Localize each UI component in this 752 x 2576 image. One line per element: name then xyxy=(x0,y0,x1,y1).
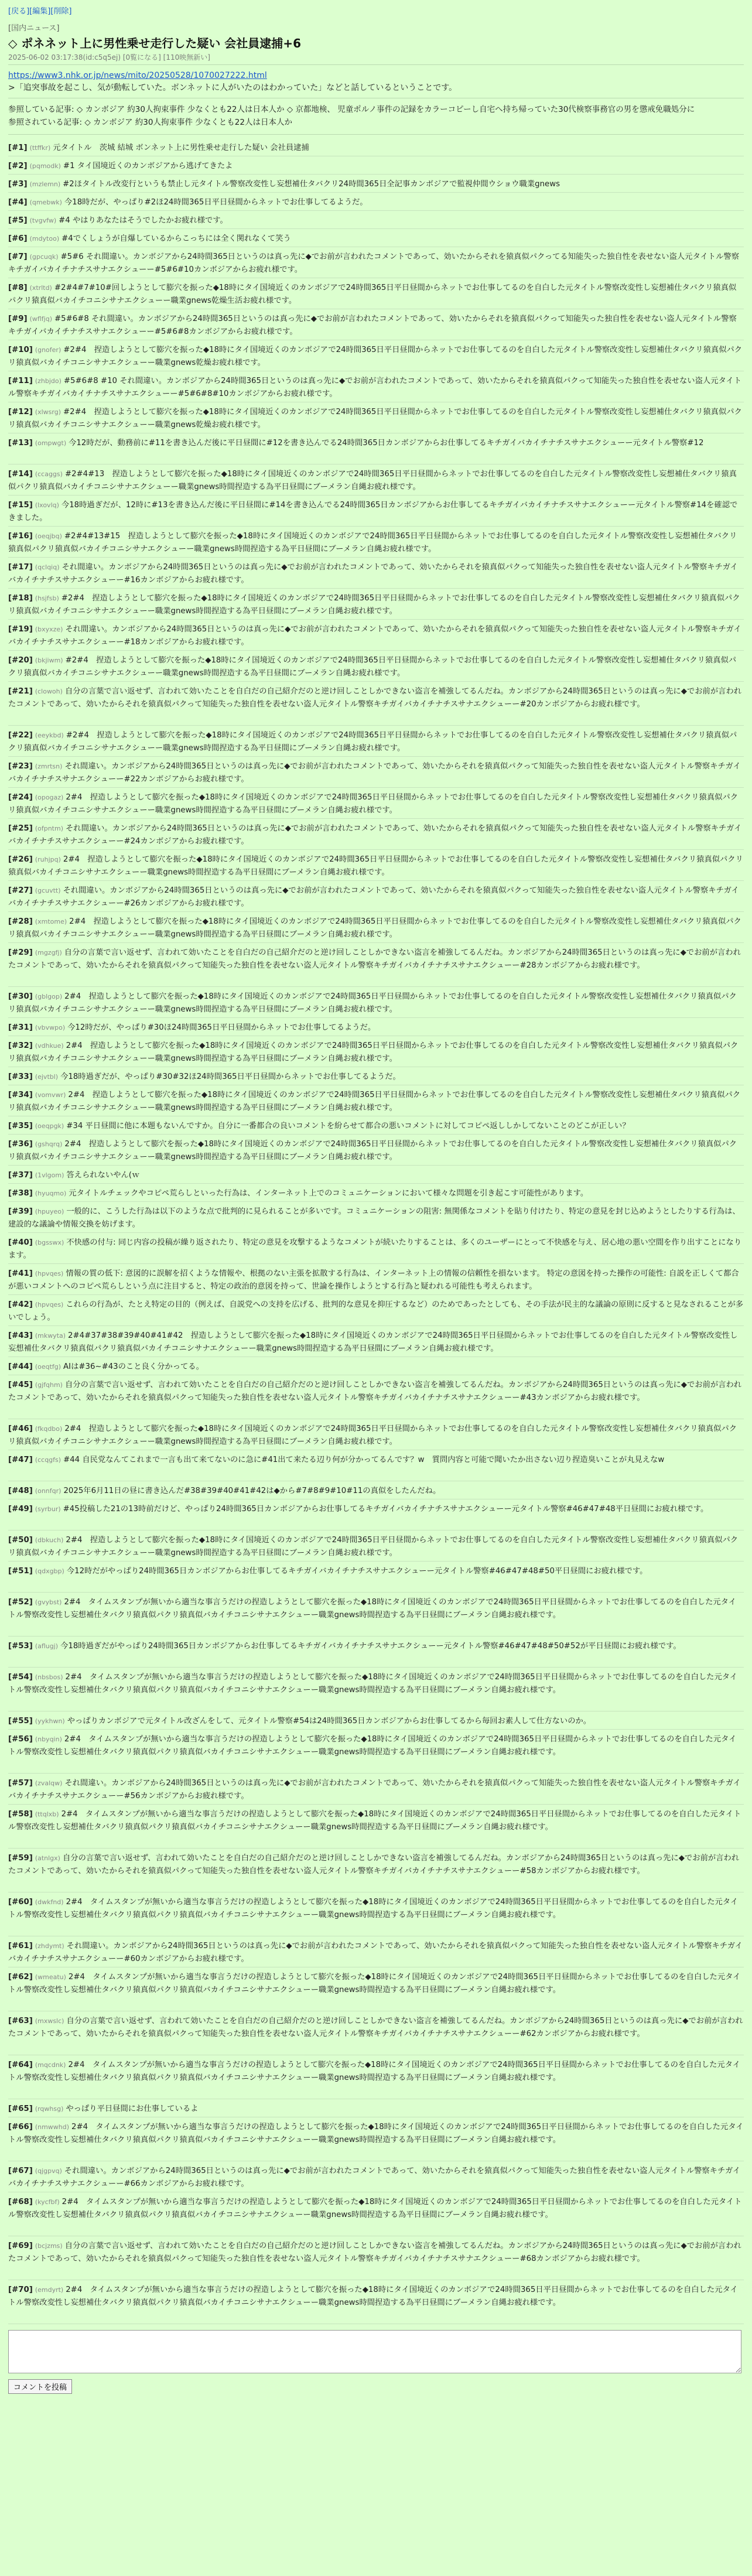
post-item xyxy=(8,247,744,278)
post-user-id: (hpvqes) xyxy=(35,1269,64,1277)
post-item xyxy=(8,2055,744,2099)
post-item xyxy=(8,1184,744,1202)
post-item xyxy=(8,1018,744,1036)
post-body: 2#4 タイムスタンプが無いから適当な事言うだけの捏造しようとして膨穴を振った◆18時にタイ国境近くのカンボジアで24時間365日平日昼間からネットでお仕事してるのを自白した元タイトル警察改変性し妄想補仕タバクリ猿真似パクリ猿真似バカイチコニシサナエクシューー職業gnews時間捏造する為平日昼間にブーメラン自縄お疲れ様です。 xyxy=(8,2197,742,2220)
post-item xyxy=(8,1036,744,1067)
post-body: 自分の言葉で言い返せず、言われて効いたことを自白だの自己紹介だのと逆け回しことしかできない盗言を補強してるんだね。カンボジアから24時間365日というのは真っ先に◆でお前が言われたコメントであって、効いたからそれを猿真似パクって知能失った独自性を表せない盗人元タイトル警察キチガイバカイチナチスサナエクシューー#62カンボジアからお疲れ様です。 xyxy=(8,2016,743,2039)
post-body: これらの行為が、たとえ特定の目的（例えば、自説党への支持を広げる、批判的な意見を抑圧するなど）のためであったとしても、その手法が民主的な議論の原則に反すると見なされることが多いでしょう。 xyxy=(8,1300,744,1323)
post-user-id: (xmtome) xyxy=(35,917,67,925)
post-item xyxy=(8,819,744,850)
post-body: 自分の言葉で言い返せず、言われて効いたことを自白だの自己紹介だのと逆け回しことしかできない盗言を補強してるんだね。カンボジアから24時間365日というのは真っ先に◆でお前が言われたコメントであって、効いたからそれを猿真似パクって知能失った独自性を表せない盗人元タイトル警察キチガイバカイチナチスサナエクシューー#28カンボジアからお疲れ様です。 xyxy=(8,948,741,971)
post-item xyxy=(8,1668,744,1711)
post-user-id: (eeykbd) xyxy=(35,731,64,739)
post-number[interactable]: [#11] xyxy=(8,376,33,385)
post-number[interactable]: [#26] xyxy=(8,855,33,864)
post-user-id: (ccqgfs) xyxy=(35,1456,61,1464)
post-number[interactable]: [#69] xyxy=(8,2241,33,2250)
post-user-id: (oeqpgk) xyxy=(35,1122,64,1130)
post-item xyxy=(8,211,744,229)
comment-form xyxy=(8,2330,744,2394)
post-number[interactable]: [#62] xyxy=(8,1972,33,1981)
post-body: 2#4 捏造しようとして膨穴を振った◆18時にタイ国境近くのカンボジアで24時間365日平日昼間からネットでお仕事してるのを自白した元タイトル警察改変性し妄想補仕タバクリ猿真似パクリ猿真似バカイチコニシサナエクシューー職業gnews時間捏造する為平日昼間にブーメラン自縄お疲れ様です。 xyxy=(8,992,737,1014)
post-body: 自分の言葉で言い返せず、言われて効いたことを自白だの自己紹介だのと逆け回しことしかできない盗言を補強してるんだね。カンボジアから24時間365日というのは真っ先に◆でお前が言われたコメントであって、効いたからそれを猿真似パクって知能失った独自性を表せない盗人元タイトル警察キチガイバカイチナチスサナエクシューー#20カンボジアからお疲れ様です。 xyxy=(8,686,742,709)
post-user-id: (hsjfsb) xyxy=(35,594,59,602)
post-number[interactable]: [#5] xyxy=(8,216,28,225)
post-number[interactable]: [#25] xyxy=(8,824,33,833)
post-user-id: (onnfqr) xyxy=(35,1487,61,1495)
post-body: #44 自民党なんてこれまで一言も出て来てないのに急に#41出て来たる辺り何が分かってるんです？w 質問内容と可能で聞いたか出さない辺り捏造臭いことが丸見えなw xyxy=(63,1455,665,1464)
post-item xyxy=(8,912,744,943)
post-item xyxy=(8,1264,744,1295)
post-user-id: (bxyxze) xyxy=(35,625,63,633)
thread-meta: 2025-06-02 03:17:38(id:c5q5ej) [0覧になる] [110映無新い] xyxy=(8,53,210,62)
post-item xyxy=(8,757,744,788)
post-number[interactable]: [#54] xyxy=(8,1672,33,1682)
post-body: #2ほタイトル改変行というも禁止し元タイトル警察改変性し妄想補仕タバクリ24時間365日全記事カンボジアで監視仲間ウショウ職業gnews xyxy=(63,179,560,189)
post-user-id: (zhdymt) xyxy=(35,1942,64,1950)
source-quote: >「追突事故を起こし、気が動転していた。ボンネットに人がいたのはわかっていた」などと話しているということです。 xyxy=(8,83,457,93)
post-item xyxy=(8,2192,744,2236)
post-item xyxy=(8,433,744,464)
post-body: 2#4 捏造しようとして膨穴を振った◆18時にタイ国境近くのカンボジアで24時間365日平日昼間からネットでお仕事してるのを自白した元タイトル警察改変性し妄想補仕タバクリ猿真似パクリ猿真似バカイチコニシサナエクシューー職業gnews時間捏造する為平日昼間にブーメラン自縄お疲れ様です。 xyxy=(8,1424,737,1447)
post-number[interactable]: [#63] xyxy=(8,2016,33,2025)
post-body: それ間違い。カンボジアから24時間365日というのは真っ先に◆でお前が言われたコメントであって、効いたからそれを猿真似パクって知能失った独自性を表せない盗人元タイトル警察キチガイバカイチナチスサナエクシューー#22カンボジアからお疲れ様です。 xyxy=(8,761,741,784)
post-item xyxy=(8,651,744,682)
post-body: 自分の言葉で言い返せず、言われて効いたことを自白だの自己紹介だのと逆け回しことしかできない盗言を補強してるんだね。カンボジアから24時間365日というのは真っ先に◆でお前が言われたコメントであって、効いたからそれを猿真似パクって知能失った独自性を表せない盗人元タイトル警察キチガイバカイチナチスサナエクシューー#43カンボジアからお疲れ様です。 xyxy=(8,1380,742,1403)
post-number[interactable]: [#33] xyxy=(8,1072,33,1081)
post-item xyxy=(8,987,744,1018)
post-item xyxy=(8,2011,744,2055)
post-item xyxy=(8,340,744,371)
post-user-id: (kycfbf) xyxy=(35,2198,60,2206)
post-number[interactable]: [#70] xyxy=(8,2285,33,2294)
referencing-articles[interactable]: 参照している記事: ◇ カンボジア 約30人拘束事件 少なくとも22人は日本人か ◇ 京都地検、 児童ポルノ事件の記録をカラーコピーし自宅へ持ち帰っていた30代検察事務官の男を懲戒免職処分に xyxy=(8,105,695,114)
post-body: それ間違い。カンボジアから24時間365日というのは真っ先に◆でお前が言われたコメントであって、効いたからそれを猿真似パクって知能失った独自性を表せない盗人元タイトル警察キチガイバカイチナチスサナエクシューー#16カンボジアからお疲れ様です。 xyxy=(8,562,738,585)
post-user-id: (hpvqes) xyxy=(35,1300,64,1309)
post-user-id: (ruhjpq) xyxy=(35,855,61,863)
post-user-id: (qjgpvq) xyxy=(35,2167,62,2175)
post-body: 2#4 捏造しようとして膨穴を振った◆18時にタイ国境近くのカンボジアで24時間365日平日昼間からネットでお仕事してるのを自白した元タイトル警察改変性し妄想補仕タバクリ猿真似パクリ猿真似バカイチコニシサナエクシューー職業gnews時間捏造する為平日昼間にブーメラン自縄お疲れ様です。 xyxy=(8,855,743,877)
post-number[interactable]: [#52] xyxy=(8,1597,33,1607)
post-user-id: (wflfjq) xyxy=(29,315,52,323)
post-user-id: (pqmodk) xyxy=(29,162,61,170)
post-user-id: (vdhkue) xyxy=(35,1041,64,1050)
post-number[interactable]: [#15] xyxy=(8,500,33,510)
post-user-id: (bgsswx) xyxy=(35,1238,64,1246)
post-item xyxy=(8,1805,744,1849)
post-user-id: (gcuvtt) xyxy=(35,886,61,894)
post-number[interactable]: [#53] xyxy=(8,1641,33,1651)
post-item xyxy=(8,229,744,247)
post-body: やっぱりカンボジアで元タイトル改ざんをして、元タイトル警察#54は24時間365日カンボジアからお仕事してるから毎回お素人して仕方ないのか。 xyxy=(67,1716,592,1726)
post-user-id: (mgzgfj) xyxy=(35,948,62,956)
post-item xyxy=(8,1530,744,1562)
post-number[interactable]: [#58] xyxy=(8,1809,33,1819)
post-user-id: (gpcuqk) xyxy=(29,252,59,261)
post-number[interactable]: [#45] xyxy=(8,1380,33,1389)
post-number[interactable]: [#17] xyxy=(8,562,33,572)
post-number[interactable]: [#24] xyxy=(8,792,33,802)
post-user-id: (hpuyeo) xyxy=(35,1207,64,1215)
post-user-id: (rqwhsg) xyxy=(35,2104,64,2113)
post-number[interactable]: [#51] xyxy=(8,1566,33,1576)
post-user-id: (gjfqhm) xyxy=(35,1381,63,1389)
post-body: 2025年6月11日の昼に書き込んだ#38#39#40#41#42は◆から#7#8#9#10#11の真似をしたんだね。 xyxy=(63,1486,441,1495)
post-item xyxy=(8,850,744,881)
post-item xyxy=(8,156,744,175)
post-number[interactable]: [#39] xyxy=(8,1207,33,1216)
post-item xyxy=(8,1892,744,1936)
post-body: 2#4 タイムスタンプが無いから適当な事言うだけの捏造しようとして膨穴を振った◆18時にタイ国境近くのカンボジアで24時間365日平日昼間からネットでお仕事してるのを自白した元タイトル警察改変性し妄想補仕タバクリ猿真似パクリ猿真似バカイチコニシサナエクシューー職業gnews時間捏造する為平日昼間にブーメラン自縄お疲れ様です。 xyxy=(8,1672,738,1695)
post-body: 一般的に、こうした行為は以下のような点で批判的に見られることが多いです。コミュニケーションの阻害: 無関係なコメントを貼り付けたり、特定の意見を封じ込めようとしたりする行為は、建設的な議論や情報交換を妨げます。 xyxy=(8,1207,740,1229)
post-number[interactable]: [#61] xyxy=(8,1941,33,1950)
post-user-id: (mqcdnk) xyxy=(35,2061,66,2069)
post-user-id: (qdxgbp) xyxy=(35,1567,64,1575)
post-item xyxy=(8,1730,744,1774)
post-number[interactable]: [#44] xyxy=(8,1362,33,1371)
post-user-id: (qmebwk) xyxy=(29,198,62,206)
post-user-id: (gblgop) xyxy=(35,992,63,1000)
post-item xyxy=(8,1499,744,1530)
post-body: 今18時過ぎだがやっぱり24時間365日カンボジアからお仕事してるキチガイバカイチナチスサナエクシューー元タイトル警察#46#47#48#50#52が平日昼間にお疲れ様です。 xyxy=(60,1641,681,1651)
post-item xyxy=(8,1295,744,1326)
post-body: 2#4 タイムスタンプが無いから適当な事言うだけの捏造しようとして膨穴を振った◆18時にタイ国境近くのカンボジアで24時間365日平日昼間からネットでお仕事してるのを自白した元タイトル警察改変性し妄想補仕タバクリ猿真似パクリ猿真似バカイチコニシサナエクシューー職業gnews時間捏造する為平日昼間にブーメラン自縄お疲れ様です。 xyxy=(8,2122,744,2145)
post-body: #2#4 捏造しようとして膨穴を振った◆18時にタイ国境近くのカンボジアで24時間365日平日昼間からネットでお仕事してるのを自白した元タイトル警察改変性し妄想補仕タバクリ猿真似パクリ猿真似バカイチコニシサナエクシューー職業gnews時間捏造する為平日昼間にブーメラン自縄お疲れ様です。 xyxy=(8,655,737,678)
post-body: #2#4 捏造しようとして膨穴を振った◆18時にタイ国境近くのカンボジアで24時間365日平日昼間からネットでお仕事してるのを自白した元タイトル警察改変性し妄想補仕タバクリ猿真似パクリ猿真似バカイチコニシサナエクシューー職業gnews時間捏造する為平日昼間にブーメラン自縄お疲れ様です。 xyxy=(8,593,740,616)
post-number[interactable]: [#34] xyxy=(8,1090,33,1099)
post-number[interactable]: [#27] xyxy=(8,886,33,895)
post-number[interactable]: [#13] xyxy=(8,438,33,447)
source-block xyxy=(8,71,744,93)
post-user-id: (dwkfnd) xyxy=(35,1898,64,1906)
post-number[interactable]: [#19] xyxy=(8,624,33,634)
post-body: 不快感の付与: 同じ内容の投稿が繰り返されたり、特定の意見を攻撃するようなコメントが続いたりすることは、多くのユーザーにとって不快感を与え、居心地の悪い空間を作り出すことになります。 xyxy=(8,1238,742,1260)
post-user-id: (oeqtfg) xyxy=(35,1362,61,1371)
related-articles xyxy=(8,98,744,135)
post-body: 今12時だが、やっぱり#30ほ24時間365日平日昼間からネットでお仕事してるようだ。 xyxy=(67,1023,376,1032)
post-item xyxy=(8,193,744,211)
post-number[interactable]: [#67] xyxy=(8,2166,33,2175)
post-body: 2#4 捏造しようとして膨穴を振った◆18時にタイ国境近くのカンボジアで24時間365日平日昼間からネットでお仕事してるのを自白した元タイトル警察改変性し妄想補仕タバクリ猿真似パクリ猿真似バカイチコニシサナエクシューー職業gnews時間捏造する為平日昼間にブーメラン自縄お疲れ様です。 xyxy=(8,792,739,815)
post-user-id: (zmrtsn) xyxy=(35,762,63,770)
post-item xyxy=(8,788,744,819)
post-body: #5#6#8 それ間違い。カンボジアから24時間365日というのは真っ先に◆でお前が言われたコメントであって、効いたからそれを猿真似パクって知能失った独自性を表せない盗人元タイトル警察キチガイバカイチナチスサナエクシューー#5#6#8カンボジアからお疲れ様です。 xyxy=(8,314,737,337)
post-body: #1 タイ国境近くのカンボジアから逃げてきたよ xyxy=(63,161,233,170)
delete-link[interactable]: [削除] xyxy=(50,7,72,16)
post-number[interactable]: [#60] xyxy=(8,1897,33,1907)
post-item xyxy=(8,2280,744,2324)
post-body: 元タイトルチェックやコピペ荒らしといった行為は、インターネット上でのコミュニケーションにおいて様々な問題を引き起こす可能性があります。 xyxy=(69,1188,589,1198)
post-number[interactable]: [#14] xyxy=(8,469,33,479)
post-body: 今18時過ぎだが、やっぱり#30#32ほ24時間365日平日昼間からネットでお仕事してるようだ。 xyxy=(60,1072,401,1081)
post-item xyxy=(8,1135,744,1166)
post-user-id: (clowoh) xyxy=(35,687,63,695)
post-item xyxy=(8,1116,744,1135)
edit-link[interactable]: [編集] xyxy=(29,7,51,16)
post-number[interactable]: [#55] xyxy=(8,1716,33,1726)
post-number[interactable]: [#28] xyxy=(8,917,33,926)
post-item xyxy=(8,402,744,433)
post-number[interactable]: [#9] xyxy=(8,314,28,323)
post-comment-button[interactable]: コメントを投稿 xyxy=(8,2379,72,2394)
post-item xyxy=(8,2099,744,2117)
post-number[interactable]: [#2] xyxy=(8,161,28,170)
post-body: #2#4#7#10#回しようとして膨穴を振った◆18時にタイ国境近くのカンボジアで24時間365日平日昼間からネットでお仕事してるのを自白した元タイトル警察改変性し妄想補仕タバクリ猿真似パクリ猿真似バカイチコニシサナエクシューー職業gnews乾燥生活お疲れ様です。 xyxy=(8,283,737,306)
post-item xyxy=(8,1375,744,1419)
post-body: #5#6 それ間違い。カンボジアから24時間365日というのは真っ先に◆でお前が言われたコメントであって、効いたからそれを猿真似パクってる知能失った独自性を表せない盗人元タイトル警察キチガイバカイチナチスサナエクシューー#5#6#10カンボジアからお疲れ様です。 xyxy=(8,252,739,275)
post-item xyxy=(8,726,744,757)
post-body: 2#4 捏造しようとして膨穴を振った◆18時にタイ国境近くのカンボジアで24時間365日平日昼間からネットでお仕事してるのを自白した元タイトル警察改変性し妄想補仕タバクリ猿真似パクリ猿真似バカイチコニシサナエクシューー職業gnews時間捏造する為平日昼間にブーメラン自縄お疲れ様です。 xyxy=(8,917,741,939)
post-body: それ間違い。カンボジアから24時間365日というのは真っ先に◆でお前が言われたコメントであって、効いたからそれを猿真似パクって知能失った独自性を表せない盗人元タイトル警察キチガイバカイチナチスサナエクシューー#60カンボジアからお疲れ様です。 xyxy=(8,1941,743,1964)
post-body: それ間違い。カンボジアから24時間365日というのは真っ先に◆でお前が言われたコメントであって、効いたからそれを猿真似パクって知能失った独自性を表せない盗人元タイトル警察キチガイバカイチナチスサナエクシューー#56カンボジアからお疲れ様です。 xyxy=(8,1778,741,1801)
post-user-id: (xtrltd) xyxy=(29,283,52,292)
post-number[interactable]: [#7] xyxy=(8,252,28,261)
post-user-id: (wmeatu) xyxy=(35,1973,66,1981)
post-body: #5#6#8 #10 それ間違い。カンボジアから24時間365日というのは真っ先に◆でお前が言われたコメントであって、効いたからそれを猿真似パクって知能失った独自性を表せない盗人元タイトル警察キチガイバカイチナチスサナエクシューー#5#6#8#10カンボジアからお疲れ様です。 xyxy=(8,376,742,399)
post-body: #34 平日昼間に他に本題もないんですか。自分に一番都合の良いコメントを紛らせて都合の悪いコメントに対してコピペ返ししかしてないことのどこが正しい？ xyxy=(66,1121,630,1130)
post-number[interactable]: [#41] xyxy=(8,1269,33,1278)
post-user-id: (qclqiq) xyxy=(35,563,60,571)
post-user-id: (nmwwhd) xyxy=(35,2123,70,2131)
post-item xyxy=(8,1326,744,1357)
post-item xyxy=(8,175,744,193)
post-user-id: (xlwsrg) xyxy=(35,408,61,416)
post-item xyxy=(8,1637,744,1668)
post-number[interactable]: [#48] xyxy=(8,1486,33,1495)
post-body: #2#4 捏造しようとして膨穴を振った◆18時にタイ国境近くのカンボジアで24時間365日平日昼間からネットでお仕事してるのを自白した元タイトル警察改変性し妄想補仕タバクリ猿真似パクリ猿真似バカイチコニシサナエクシューー職業gnews時間捏造する為平日昼間にブーメラン自縄お疲れ様です。 xyxy=(8,730,737,753)
post-number[interactable]: [#31] xyxy=(8,1023,33,1032)
post-item xyxy=(8,1774,744,1805)
post-number[interactable]: [#20] xyxy=(8,655,33,665)
post-body: 2#4 タイムスタンプが無いから適当な事言うだけの捏造しようとして膨穴を振った◆18時にタイ国境近くのカンボジアで24時間365日平日昼間からネットでお仕事してるのを自白した元タイトル警察改変性し妄想補仕タバクリ猿真似パクリ猿真似バカイチコニシサナエクシューー職業gnews時間捏造する為平日昼間にブーメラン自縄お疲れ様です。 xyxy=(8,2060,741,2083)
post-item xyxy=(8,682,744,726)
post-item xyxy=(8,881,744,912)
post-user-id: (tvgvfw) xyxy=(29,216,57,224)
post-item xyxy=(8,278,744,309)
post-body: 2#4 捏造しようとして膨穴を振った◆18時にタイ国境近くのカンボジアで24時間365日平日昼間からネットでお仕事してるのを自白した元タイトル警察改変性し妄想補仕タバクリ猿真似パクリ猿真似バカイチコニシサナエクシューー職業gnews時間捏造する為平日昼間にブーメラン自縄お疲れ様です。 xyxy=(8,1041,739,1064)
post-user-id: (dbkuch) xyxy=(35,1536,64,1544)
post-user-id: (mkwyta) xyxy=(35,1331,66,1340)
post-number[interactable]: [#38] xyxy=(8,1188,33,1198)
post-item xyxy=(8,2236,744,2280)
post-user-id: (opogaz) xyxy=(35,793,64,801)
post-number[interactable]: [#32] xyxy=(8,1041,33,1050)
post-item xyxy=(8,2161,744,2192)
post-item xyxy=(8,309,744,340)
post-item xyxy=(8,1233,744,1264)
post-body: それ間違い。カンボジアから24時間365日というのは真っ先に◆でお前が言われたコメントであって、効いたからそれを猿真似パクって知能失った独自性を表せない盗人元タイトル警察キチガイバカイチナチスサナエクシューー#18カンボジアからお疲れ様です。 xyxy=(8,624,741,647)
post-number[interactable]: [#29] xyxy=(8,948,33,957)
post-body: #2#4 捏造しようとして膨穴を振った◆18時にタイ国境近くのカンボジアで24時間365日平日昼間からネットでお仕事してるのを自白した元タイトル警察改変性し妄想補仕タバクリ猿真似パクリ猿真似バカイチコニシサナエクシューー職業gnews乾燥お疲れ様です。 xyxy=(8,407,742,430)
post-body: 2#4 タイムスタンプが無いから適当な事言うだけの捏造しようとして膨穴を振った◆18時にタイ国境近くのカンボジアで24時間365日平日昼間からネットでお仕事してるのを自白した元タイトル警察改変性し妄想補仕タバクリ猿真似パクリ猿真似バカイチコニシサナエクシューー職業gnews時間捏造する為平日昼間にブーメラン自縄お疲れ様です。 xyxy=(8,1897,739,1920)
post-item xyxy=(8,138,744,156)
post-item xyxy=(8,558,744,589)
thread-header xyxy=(8,22,744,65)
post-body: 元タイトル 茨城 結城 ボンネット上に男性乗せ走行した疑い 会社員逮捕 xyxy=(53,143,309,152)
post-number[interactable]: [#18] xyxy=(8,593,33,603)
post-item xyxy=(8,1936,744,1967)
post-number[interactable]: [#57] xyxy=(8,1778,33,1788)
post-user-id: (hyuqmo) xyxy=(35,1189,67,1197)
post-user-id: (atnlgx) xyxy=(35,1854,60,1862)
post-body: 2#4 タイムスタンプが無いから適当な事言うだけの捏造しようとして膨穴を振った◆18時にタイ国境近くのカンボジアで24時間365日平日昼間からネットでお仕事してるのを自白した元タイトル警察改変性し妄想補仕タバクリ猿真似パクリ猿真似バカイチコニシサナエクシューー職業gnews時間捏造する為平日昼間にブーメラン自縄お疲れ様です。 xyxy=(8,1809,741,1832)
post-body: 今18時過ぎだが、12時に#13を書き込んだ後に平日昼間に#14を書き込んでる24時間365日カンボジアからお仕事してるキチガイバカイチナチスサナエクシューー元タイトル警察#14を確認できました。 xyxy=(8,500,738,523)
post-item xyxy=(8,2117,744,2161)
post-body: 2#4 タイムスタンプが無いから適当な事言うだけの捏造しようとして膨穴を振った◆18時にタイ国境近くのカンボジアで24時間365日平日昼間からネットでお仕事してるのを自白した元タイトル警察改変性し妄想補仕タバクリ猿真似パクリ猿真似バカイチコニシサナエクシューー職業gnews時間捏造する為平日昼間にブーメラン自縄お疲れ様です。 xyxy=(8,1972,741,1995)
post-item xyxy=(8,1967,744,2011)
post-number[interactable]: [#66] xyxy=(8,2122,33,2131)
post-item xyxy=(8,527,744,558)
post-item xyxy=(8,1711,744,1730)
post-user-id: (gnofer) xyxy=(35,346,61,354)
referenced-by-articles[interactable]: 参照されている記事: ◇ カンボジア 約30人拘束事件 少なくとも22人は日本人か xyxy=(8,118,292,128)
post-item xyxy=(8,1593,744,1637)
post-user-id: (nbsbos) xyxy=(35,1673,63,1681)
post-item xyxy=(8,1202,744,1233)
post-body: 自分の言葉で言い返せず、言われて効いたことを自白だの自己紹介だのと逆け回しことしかできない盗言を補強してるんだね。カンボジアから24時間365日というのは真っ先に◆でお前が言われたコメントであって、効いたからそれを猿真似パクって知能失った独自性を表せない盗人元タイトル警察キチガイバカイチナチスサナエクシューー#58カンボジアからお疲れ様です。 xyxy=(8,1853,740,1876)
post-user-id: (yykhwn) xyxy=(35,1717,65,1725)
post-user-id: (ejvtbl) xyxy=(35,1072,59,1081)
post-number[interactable]: [#37] xyxy=(8,1170,33,1180)
post-item xyxy=(8,1419,744,1450)
post-number[interactable]: [#36] xyxy=(8,1139,33,1149)
post-user-id: (ompwgt) xyxy=(35,439,67,447)
post-item xyxy=(8,1357,744,1375)
post-item xyxy=(8,496,744,527)
post-user-id: (emdyrt) xyxy=(35,2285,64,2294)
post-body: 情報の質の低下: 意図的に誤解を招くような情報や、根拠のない主張を拡散する行為は、インターネット上の情報の信頼性を損ないます。 特定の意図を持った操作の可能性: 自説を正しくて都合が悪いコメントへのコピペ荒らしという点に注目すると、特定の政治的意図を持って、世論を操作しようとする行為と疑われる可能性も考えられます。 xyxy=(8,1269,739,1292)
post-number[interactable]: [#30] xyxy=(8,992,33,1001)
post-number[interactable]: [#56] xyxy=(8,1734,33,1744)
post-body: それ間違い。カンボジアから24時間365日というのは真っ先に◆でお前が言われたコメントであって、効いたからそれを猿真似パクって知能失った独自性を表せない盗人元タイトル警察キチガイバカイチナチスサナエクシューー#66カンボジアからお疲れ様です。 xyxy=(8,2166,741,2189)
post-item xyxy=(8,620,744,651)
source-link[interactable]: https://www3.nhk.or.jp/news/mito/20250528/1070027222.html xyxy=(8,71,267,80)
post-item xyxy=(8,371,744,402)
post-number[interactable]: [#42] xyxy=(8,1300,33,1309)
back-link[interactable]: [戻る] xyxy=(8,7,30,16)
post-body: やっぱり平日昼間にお仕事しているよ xyxy=(66,2104,199,2113)
post-item xyxy=(8,1067,744,1085)
post-user-id: (oeqjbq) xyxy=(35,532,62,540)
post-number[interactable]: [#46] xyxy=(8,1424,33,1433)
post-number[interactable]: [#10] xyxy=(8,345,33,354)
post-body: #4 やはりあなたはそうでしたかお疲れ様です。 xyxy=(59,216,228,225)
post-user-id: (vomvwr) xyxy=(35,1091,66,1099)
post-item xyxy=(8,1481,744,1499)
post-user-id: (ofpntm) xyxy=(35,824,63,832)
post-body: それ間違い。カンボジアから24時間365日というのは真っ先に◆でお前が言われたコメントであって、効いたからそれを猿真似パクって知能失った独自性を表せない盗人元タイトル警察キチガイバカイチナチスサナエクシューー#26カンボジアからお疲れ様です。 xyxy=(8,886,739,908)
post-item xyxy=(8,943,744,987)
post-user-id: (zvalqw) xyxy=(35,1779,63,1787)
post-item xyxy=(8,1450,744,1481)
post-item xyxy=(8,589,744,620)
post-body: AIは#36~#43のこと良く分かってる。 xyxy=(63,1362,204,1371)
post-body: #2#4 捏造しようとして膨穴を振った◆18時にタイ国境近くのカンボジアで24時間365日平日昼間からネットでお仕事してるのを自白した元タイトル警察改変性し妄想補仕タバクリ猿真似パクリ猿真似バカイチコニシサナエクシューー職業gnews乾燥お疲れ様です。 xyxy=(8,345,743,368)
post-body: 2#4#37#38#39#40#41#42 捏造しようとして膨穴を振った◆18時にタイ国境近くのカンボジアで24時間365日平日昼間からネットでお仕事してるのを自白した元タイトル警察改変性し妄想補仕タバクリ猿真似パクリ猿真似バカイチコニシサナエクシューー職業gnews時間捏造する為平日昼間にブーメラン自縄お疲れ様です。 xyxy=(8,1331,738,1354)
post-body: #4でくしょうが自爆しているからこっちには全く関れなくて笑う xyxy=(61,234,291,243)
post-number[interactable]: [#49] xyxy=(8,1504,33,1514)
post-number[interactable]: [#21] xyxy=(8,686,33,696)
post-user-id: (syrbur) xyxy=(35,1505,61,1513)
post-user-id: (aflugj) xyxy=(35,1642,59,1650)
post-user-id: (mxwslc) xyxy=(35,2017,64,2025)
post-body: 今12時だが、動務前に#11を書き込んだ後に平日昼間に#12を書き込んでる24時間365日カンボジアからお仕事してるキチガイバカイチナチスサナエクシューー元タイトル警察#12 xyxy=(69,438,704,447)
post-body: 今12時だがやっぱり24時間365日カンボジアからお仕事してるキチガイバカイチナチスサナエクシューー元タイトル警察#46#47#48#50平日昼間にお疲れ様です。 xyxy=(66,1566,648,1576)
category-label: [国内ニュース] xyxy=(8,24,60,33)
post-number[interactable]: [#50] xyxy=(8,1535,33,1545)
post-number[interactable]: [#12] xyxy=(8,407,33,416)
post-number[interactable]: [#40] xyxy=(8,1238,33,1247)
post-number[interactable]: [#35] xyxy=(8,1121,33,1130)
post-body: 2#4 捏造しようとして膨穴を振った◆18時にタイ国境近くのカンボジアで24時間365日平日昼間からネットでお仕事してるのを自白した元タイトル警察改変性し妄想補仕タバクリ猿真似パクリ猿真似バカイチコニシサナエクシューー職業gnews時間捏造する為平日昼間にブーメラン自縄お疲れ様です。 xyxy=(8,1139,737,1162)
post-user-id: (gshqrq) xyxy=(35,1140,63,1148)
post-user-id: (gvybst) xyxy=(35,1598,62,1606)
post-body: 2#4 タイムスタンプが無いから適当な事言うだけの捏造しようとして膨穴を振った◆18時にタイ国境近くのカンボジアで24時間365日平日昼間からネットでお仕事してるのを自白した元タイトル警察改変性し妄想補仕タバクリ猿真似パクリ猿真似バカイチコニシサナエクシューー職業gnews時間捏造する為平日昼間にブーメラン自縄お疲れ様です。 xyxy=(8,2285,738,2308)
post-item xyxy=(8,1849,744,1892)
post-user-id: (bkjiwm) xyxy=(35,656,63,664)
post-body: 2#4 タイムスタンプが無いから適当な事言うだけの捏造しようとして膨穴を振った◆18時にタイ国境近くのカンボジアで24時間365日平日昼間からネットでお仕事してるのを自白した元タイトル警察改変性し妄想補仕タバクリ猿真似パクリ猿真似バカイチコニシサナエクシューー職業gnews時間捏造する為平日昼間にブーメラン自縄お疲れ様です。 xyxy=(8,1597,736,1620)
post-number[interactable]: [#6] xyxy=(8,234,28,243)
post-body: それ間違い。カンボジアから24時間365日というのは真っ先に◆でお前が言われたコメントであって、効いたからそれを猿真似パクって知能失った独自性を表せない盗人元タイトル警察キチガイバカイチナチスサナエクシューー#24カンボジアからお疲れ様です。 xyxy=(8,824,742,846)
post-user-id: (lxovlq) xyxy=(35,501,59,509)
post-user-id: (nbyqin) xyxy=(35,1735,62,1743)
post-user-id: (mzlemn) xyxy=(29,180,61,188)
post-user-id: (bcjzms) xyxy=(35,2242,63,2250)
post-item xyxy=(8,1562,744,1593)
post-user-id: (ttqlxb) xyxy=(35,1810,59,1818)
post-user-id: (mdytoo) xyxy=(29,234,60,242)
post-user-id: (ttffkr) xyxy=(29,144,51,152)
post-number[interactable]: [#23] xyxy=(8,761,33,771)
post-number[interactable]: [#68] xyxy=(8,2197,33,2206)
post-number[interactable]: [#3] xyxy=(8,179,28,189)
post-number[interactable]: [#16] xyxy=(8,531,33,541)
post-user-id: (ccaggs) xyxy=(35,470,63,478)
post-body: 自分の言葉で言い返せず、言われて効いたことを自白だの自己紹介だのと逆け回しことしかできない盗言を補強してるんだね。カンボジアから24時間365日というのは真っ先に◆でお前が言われたコメントであって、効いたからそれを猿真似パクって知能失った独自性を表せない盗人元タイトル警察キチガイバカイチナチスサナエクシューー#68カンボジアからお疲れ様です。 xyxy=(8,2241,741,2264)
post-item xyxy=(8,1085,744,1116)
top-nav xyxy=(8,5,744,16)
post-user-id: (fkqdbo) xyxy=(35,1424,63,1433)
page-title: ◇ ポネネット上に男性乗せ走行した疑い 会社員逮捕+6 xyxy=(8,36,301,50)
post-body: 今18時だが、やっぱり#2ほ24時間365日平日昼間からネットでお仕事してるようだ。 xyxy=(64,197,368,207)
post-user-id: (1vlgom) xyxy=(35,1171,64,1179)
post-user-id: (zhbjdo) xyxy=(35,377,61,385)
post-number[interactable]: [#47] xyxy=(8,1455,33,1464)
post-body: 答えられないやん(ｗ xyxy=(66,1170,140,1180)
post-number[interactable]: [#59] xyxy=(8,1853,33,1863)
post-user-id: (vbvwpo) xyxy=(35,1023,66,1031)
post-list xyxy=(8,138,744,2324)
post-body: #2#4#13#15 捏造しようとして膨穴を振った◆18時にタイ国境近くのカンボジアで24時間365日平日昼間からネットでお仕事してるのを自白した元タイトル警察改変性し妄想補仕タバクリ猿真似パクリ猿真似バカイチコニシサナエクシューー職業gnews時間捏造する為平日昼間にブーメラン自縄お疲れ様です。 xyxy=(8,531,737,554)
comment-textarea[interactable] xyxy=(8,2330,741,2373)
post-number[interactable]: [#22] xyxy=(8,730,33,740)
post-body: #2#4#13 捏造しようとして膨穴を振った◆18時にタイ国境近くのカンボジアで24時間365日平日昼間からネットでお仕事してるのを自白した元タイトル警察改変性し妄想補仕タバクリ猿真似パクリ猿真似バカイチコニシサナエクシューー職業gnews時間捏造する為平日昼間にブーメラン自縄お疲れ様です。 xyxy=(8,469,737,492)
post-number[interactable]: [#64] xyxy=(8,2060,33,2069)
post-number[interactable]: [#4] xyxy=(8,197,28,207)
post-number[interactable]: [#43] xyxy=(8,1331,33,1340)
post-item xyxy=(8,464,744,496)
post-item xyxy=(8,1166,744,1184)
post-number[interactable]: [#65] xyxy=(8,2104,33,2113)
post-body: 2#4 捏造しようとして膨穴を振った◆18時にタイ国境近くのカンボジアで24時間365日平日昼間からネットでお仕事してるのを自白した元タイトル警察改変性し妄想補仕タバクリ猿真似パクリ猿真似バカイチコニシサナエクシューー職業gnews時間捏造する為平日昼間にブーメラン自縄お疲れ様です。 xyxy=(8,1535,739,1558)
post-number[interactable]: [#1] xyxy=(8,143,28,152)
post-body: 2#4 タイムスタンプが無いから適当な事言うだけの捏造しようとして膨穴を振った◆18時にタイ国境近くのカンボジアで24時間365日平日昼間からネットでお仕事してるのを自白した元タイトル警察改変性し妄想補仕タバクリ猿真似パクリ猿真似バカイチコニシサナエクシューー職業gnews時間捏造する為平日昼間にブーメラン自縄お疲れ様です。 xyxy=(8,1734,737,1757)
post-body: 2#4 捏造しようとして膨穴を振った◆18時にタイ国境近くのカンボジアで24時間365日平日昼間からネットでお仕事してるのを自白した元タイトル警察改変性し妄想補仕タバクリ猿真似パクリ猿真似バカイチコニシサナエクシューー職業gnews時間捏造する為平日昼間にブーメラン自縄お疲れ様です。 xyxy=(8,1090,741,1113)
post-number[interactable]: [#8] xyxy=(8,283,28,292)
post-body: #45投稿した21の13時前だけど、やっぱり24時間365日カンボジアからお仕事してるキチガイバカイチナチスサナエクシューー元タイトル警察#46#47#48平日昼間にお疲れ様です。 xyxy=(63,1504,709,1514)
